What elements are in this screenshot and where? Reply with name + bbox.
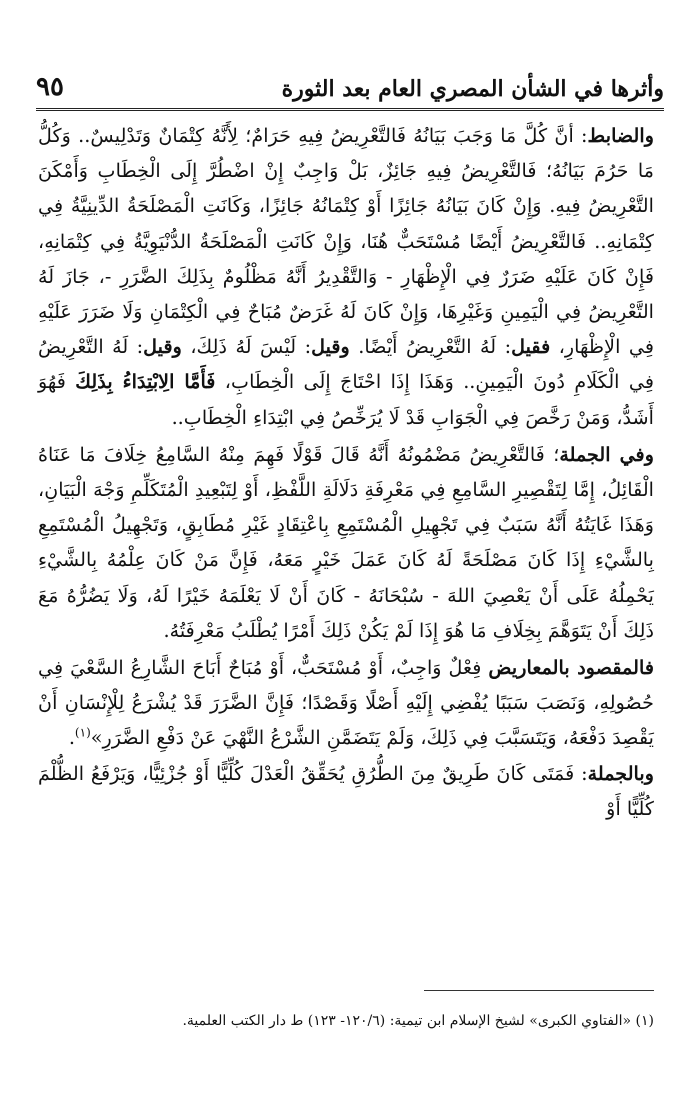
opinion-text: : لَهُ التَّعْرِيضُ فِي الْكَلَامِ دُونَ الْيَمِينِ.. وَهَذَا إِذَا احْتَاجَ إِلَى الْخِطَابِ،: [38, 335, 655, 394]
page-number: ٩٥: [36, 72, 64, 102]
opinion-keyword: وقيل: [311, 335, 350, 359]
running-header: [36, 56, 664, 111]
paragraph-keyword: وبالجملة: [587, 761, 654, 785]
paragraph-keyword: وفي الجملة: [559, 442, 654, 466]
footnote-reference[interactable]: (١): [74, 726, 91, 741]
paragraph-criterion: [38, 118, 654, 435]
paragraph-conclusion: [38, 756, 654, 826]
opinion-keyword: فقيل: [511, 335, 551, 359]
paragraph-text: : فَمَتَى كَانَ طَرِيقٌ مِنَ الطُّرُقِ يُحَقِّقُ الْعَدْلَ كُلِّيًّا أَوْ جُزْئِيًّا، وَيَرْفَعُ الظُّلْمَ كُلِّيًّا أَوْ: [38, 761, 654, 820]
footnote: (١) «الفتاوي الكبرى» لشيخ الإسلام ابن تيمية: (١٢٠/٦- ١٢٣) ط دار الكتب العلمية.: [182, 1013, 654, 1029]
paragraph-purpose: فالمقصود بالمعاريض فِعْلٌ وَاجِبٌ، أَوْ مُسْتَحَبٌّ، أَوْ مُبَاحٌ أَبَاحَ الشَّارِعُ السَّعْيَ فِي حُصُولِهِ، وَنَصَبَ سَبَبًا يُفْضِي إِلَيْهِ أَصْلًا وَقَصْدًا؛ فَإِنَّ الضَّرَرَ قَدْ يُشْرَعُ لِلْإِنْسَانِ أَنْ يَقْصِدَ دَفْعَهُ، وَيَتَسَبَّبَ فِي ذَلِكَ، وَلَمْ يَتَضَمَّنِ الشَّرْعُ النَّهْيَ عَنْ دَفْعِ الضَّرَرِ»$^{(١)}$.: [38, 656, 654, 750]
opinion-text: : لَهُ التَّعْرِيضُ أَيْضًا.: [349, 335, 512, 359]
paragraph-text: فِعْلٌ وَاجِبٌ، أَوْ مُسْتَحَبٌّ، أَوْ مُبَاحٌ أَبَاحَ الشَّارِعُ السَّعْيَ فِي حُصُولِهِ، وَنَصَبَ سَبَبًا يُفْضِي إِلَيْهِ أَصْلًا وَقَصْدًا؛ فَإِنَّ الضَّرَرَ قَدْ يُشْرَعُ لِلْإِنْسَانِ أَنْ يَقْصِدَ دَفْعَهُ، وَيَتَسَبَّبَ فِي ذَلِكَ، وَلَمْ يَتَضَمَّنِ الشَّرْعُ النَّهْيَ عَنْ دَفْعِ الضَّرَرِ»: [38, 656, 654, 750]
footnote-divider: [424, 990, 654, 991]
paragraph-keyword: فالمقصود بالمعاريض: [488, 656, 654, 680]
opinion-keyword: فَأَمَّا الِابْتِدَاءُ بِذَلِكَ: [75, 370, 216, 394]
paragraph-keyword: والضابط: [587, 124, 654, 147]
running-title: وأثرها في الشأن المصري العام بعد الثورة: [281, 76, 664, 102]
opinion-text: : لَيْسَ لَهُ ذَلِكَ،: [181, 335, 312, 359]
paragraph-text: ؛ فَالتَّعْرِيضُ مَضْمُونُهُ أَنَّهُ قَالَ قَوْلًا فَهِمَ مِنْهُ السَّامِعُ خِلَافَ مَا عَنَاهُ الْقَائِلُ، إِمَّا لِتَقْصِيرِ السَّامِعِ فِي مَعْرِفَةِ دَلَالَةِ اللَّفْظِ، أَوْ لِتَبْعِيدِ الْمُتَكَلِّمِ وَجْهَ الْبَيَانِ، وَهَذَا غَايَتُهُ أَنَّهُ سَبَبٌ فِي تَجْهِيلِ الْمُسْتَمِعِ بِاعْتِقَادٍ غَيْرِ مُطَابِقٍ، وَتَجْهِيلُ الْمُسْتَمِعِ بِالشَّيْءِ إِذَا كَانَ مَصْلَحَةً لَهُ كَانَ عَمَلَ خَيْرٍ مَعَهُ، فَإِنَّ مَنْ كَانَ عِلْمُهُ بِالشَّيْءِ يَحْمِلُهُ عَلَى أَنْ يَعْصِيَ اللهَ - سُبْحَانَهُ - كَانَ أَنْ لَا يَعْلَمَهُ خَيْرًا لَهُ، وَلَا يَضُرُّهُ مَعَ ذَلِكَ أَنْ يَتَوَهَّمَ بِخِلَافِ مَا هُوَ إِذَا لَمْ يَكُنْ ذَلِكَ أَمْرًا يُطْلَبُ مَعْرِفَتُهُ.: [38, 442, 654, 642]
main-text: [38, 118, 654, 953]
opinion-text: فَهُوَ أَشَدُّ، وَمَنْ رَخَّصَ فِي الْجَوَابِ قَدْ لَا يُرَخِّصُ فِي ابْتِدَاءِ الْخِطَابِ..: [38, 370, 654, 429]
paragraph-in-summary: [38, 437, 654, 648]
paragraph-text: : أنَّ كُلَّ مَا وَجَبَ بَيَانُهُ فَالتَّعْرِيضُ فِيهِ حَرَامٌ؛ لِأَنَّهُ كِتْمَانٌ وَتَدْلِيسٌ.. وَكُلُّ مَا حَرُمَ بَيَانُهُ؛ فَالتَّعْرِيضُ فِيهِ جَائِزٌ، بَلْ وَاجِبٌ إِنْ اضْطُرَّ إِلَى الْخِطَابِ وَأَمْكَنَ التَّعْرِيضُ فِيهِ. وَإِنْ كَانَ بَيَانُهُ جَائِزًا أَوْ كِتْمَانُهُ جَائِزًا، وَكَانَتِ الْمَصْلَحَةُ الدِّينِيَّةُ فِي كِتْمَانِهِ.. فَالتَّعْرِيضُ أَيْضًا مُسْتَحَبٌّ هُنَا، وَإِنْ كَانَتِ الْمَصْلَحَةُ الدُّنْيَوِيَّةُ فِي كِتْمَانِهِ، فَإِنْ كَانَ عَلَيْهِ ضَرَرٌ فِي الْإِظْهَارِ - وَالتَّقْدِيرُ أَنَّهُ مَظْلُومٌ بِذَلِكَ الضَّرَرِ -، جَازَ لَهُ التَّعْرِيضُ فِي الْيَمِينِ وَغَيْرِهَا، وَإِنْ كَانَ لَهُ غَرَضٌ مُبَاحٌ فِي الْكِتْمَانِ وَلَا ضَرَرَ عَلَيْهِ فِي الْإِظْهَارِ،: [38, 124, 654, 359]
opinion-keyword: وقيل: [143, 335, 182, 359]
